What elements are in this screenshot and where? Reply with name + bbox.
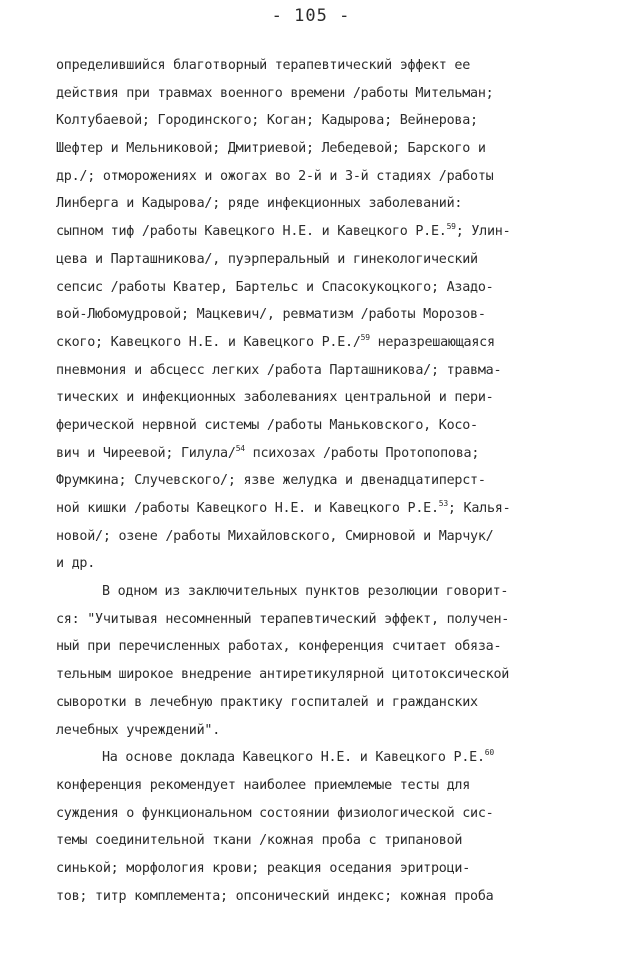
text-line	[56, 163, 604, 191]
footnote-reference: 59	[446, 222, 456, 232]
text-line	[56, 855, 604, 883]
text-line-tail: психозах /работы Протопопова;	[244, 445, 480, 461]
text-line-tail: ; Улин-	[455, 224, 511, 240]
text-line	[56, 218, 604, 246]
text-line	[56, 384, 604, 412]
text-line-content: др./; отморожениях и ожогах во 2-й и 3-й стадиях /работы	[56, 168, 494, 184]
text-line-content: определившийся благотворный терапевтический эффект ее	[56, 58, 471, 73]
text-line-content: темы соединительной ткани /кожная проба с трипановой	[56, 833, 463, 849]
text-line-content: конференция рекомендует наиболее приемлемые тесты для	[56, 777, 471, 793]
text-line-content: сыворотки в лечебную практику госпиталей и гражданских	[56, 694, 478, 710]
text-line	[56, 633, 604, 661]
text-line-content: Шефтер и Мельниковой; Дмитриевой; Лебедевой; Барского и	[56, 141, 486, 157]
footnote-reference: 54	[235, 443, 245, 453]
footnote-reference: 59	[360, 332, 370, 342]
text-line	[56, 578, 604, 606]
text-line	[56, 274, 604, 302]
text-line	[56, 523, 604, 551]
text-line	[56, 467, 604, 495]
text-line	[56, 440, 604, 468]
text-line-content: пневмония и абсцесс легких /работа Парташникова/; травма-	[56, 362, 502, 378]
text-line	[56, 52, 604, 80]
text-line-content: сыпном тиф /работы Кавецкого Н.Е. и Кавецкого Р.Е.	[56, 224, 447, 240]
text-line-content: и др.	[56, 556, 96, 572]
text-line-content: цева и Парташникова/, пуэрперальный и гинекологический	[56, 251, 478, 267]
text-line	[56, 800, 604, 828]
text-line	[56, 301, 604, 329]
text-line-content: На основе доклада Кавецкого Н.Е. и Кавецкого Р.Е.	[102, 750, 485, 766]
text-line	[56, 107, 604, 135]
text-line-content: суждения о функциональном состоянии физиологической сис-	[56, 805, 494, 821]
text-line-content: действия при травмах военного времени /работы Мительман;	[56, 85, 494, 101]
text-line	[56, 883, 604, 911]
text-line-content: Фрумкина; Случевского/; язве желудка и двенадцатиперст-	[56, 473, 486, 489]
text-line-content: В одном из заключительных пунктов резолюции говорит-	[102, 584, 509, 600]
text-line-content: ный при перечисленных работах, конференция считает обяза-	[56, 639, 502, 655]
text-line-content: тических и инфекционных заболеваниях центральной и пери-	[56, 390, 494, 406]
text-line-content: вич и Чиреевой; Гилула/	[56, 445, 236, 461]
text-line-content: ной кишки /работы Кавецкого Н.Е. и Кавецкого Р.Е.	[56, 501, 439, 516]
text-line	[56, 246, 604, 274]
text-line-content: Колтубаевой; Городинского; Коган; Кадырова; Вейнерова;	[56, 113, 478, 129]
text-line-content: вой-Любомудровой; Мацкевич/, ревматизм /работы Морозов-	[56, 307, 486, 323]
text-line	[56, 550, 604, 578]
text-line-content: ся: "Учитывая несомненный терапевтический эффект, получен-	[56, 611, 510, 627]
body-text	[56, 52, 604, 910]
text-line-tail: ; Калья-	[447, 501, 511, 516]
text-line	[56, 661, 604, 689]
text-line	[56, 135, 604, 163]
text-line	[56, 689, 604, 717]
text-line-content: новой/; озене /работы Михайловского, Смирновой и Марчук/	[56, 528, 494, 544]
text-line	[56, 80, 604, 108]
text-line-content: тельным широкое внедрение антиретикулярной цитотоксической	[56, 667, 510, 683]
footnote-reference: 60	[484, 748, 494, 758]
text-line	[56, 827, 604, 855]
text-line	[56, 744, 604, 772]
text-line-content: ферической нервной системы /работы Маньковского, Косо-	[56, 417, 478, 433]
text-line-content: сепсис /работы Кватер, Бартельс и Спасокукоцкого; Азадо-	[56, 279, 494, 295]
page-number: - 105 -	[271, 6, 351, 26]
text-line-content: синькой; морфология крови; реакция оседания эритроци-	[56, 860, 471, 876]
text-line	[56, 717, 604, 745]
text-line	[56, 412, 604, 440]
text-line	[56, 329, 604, 357]
text-line-content: ского; Кавецкого Н.Е. и Кавецкого Р.Е./	[56, 334, 361, 350]
text-line	[56, 606, 604, 634]
text-line	[56, 772, 604, 800]
text-line-tail: неразрешающаяся	[369, 334, 495, 350]
text-line	[56, 357, 604, 385]
text-line	[56, 495, 604, 523]
footnote-reference: 53	[438, 499, 448, 508]
text-line-content: тов; титр комплемента; опсонический индекс; кожная проба	[56, 888, 494, 904]
text-line-content: лечебных учреждений".	[56, 722, 221, 738]
text-line	[56, 190, 604, 218]
text-line-content: Линберга и Кадырова/; ряде инфекционных заболеваний:	[56, 196, 463, 212]
